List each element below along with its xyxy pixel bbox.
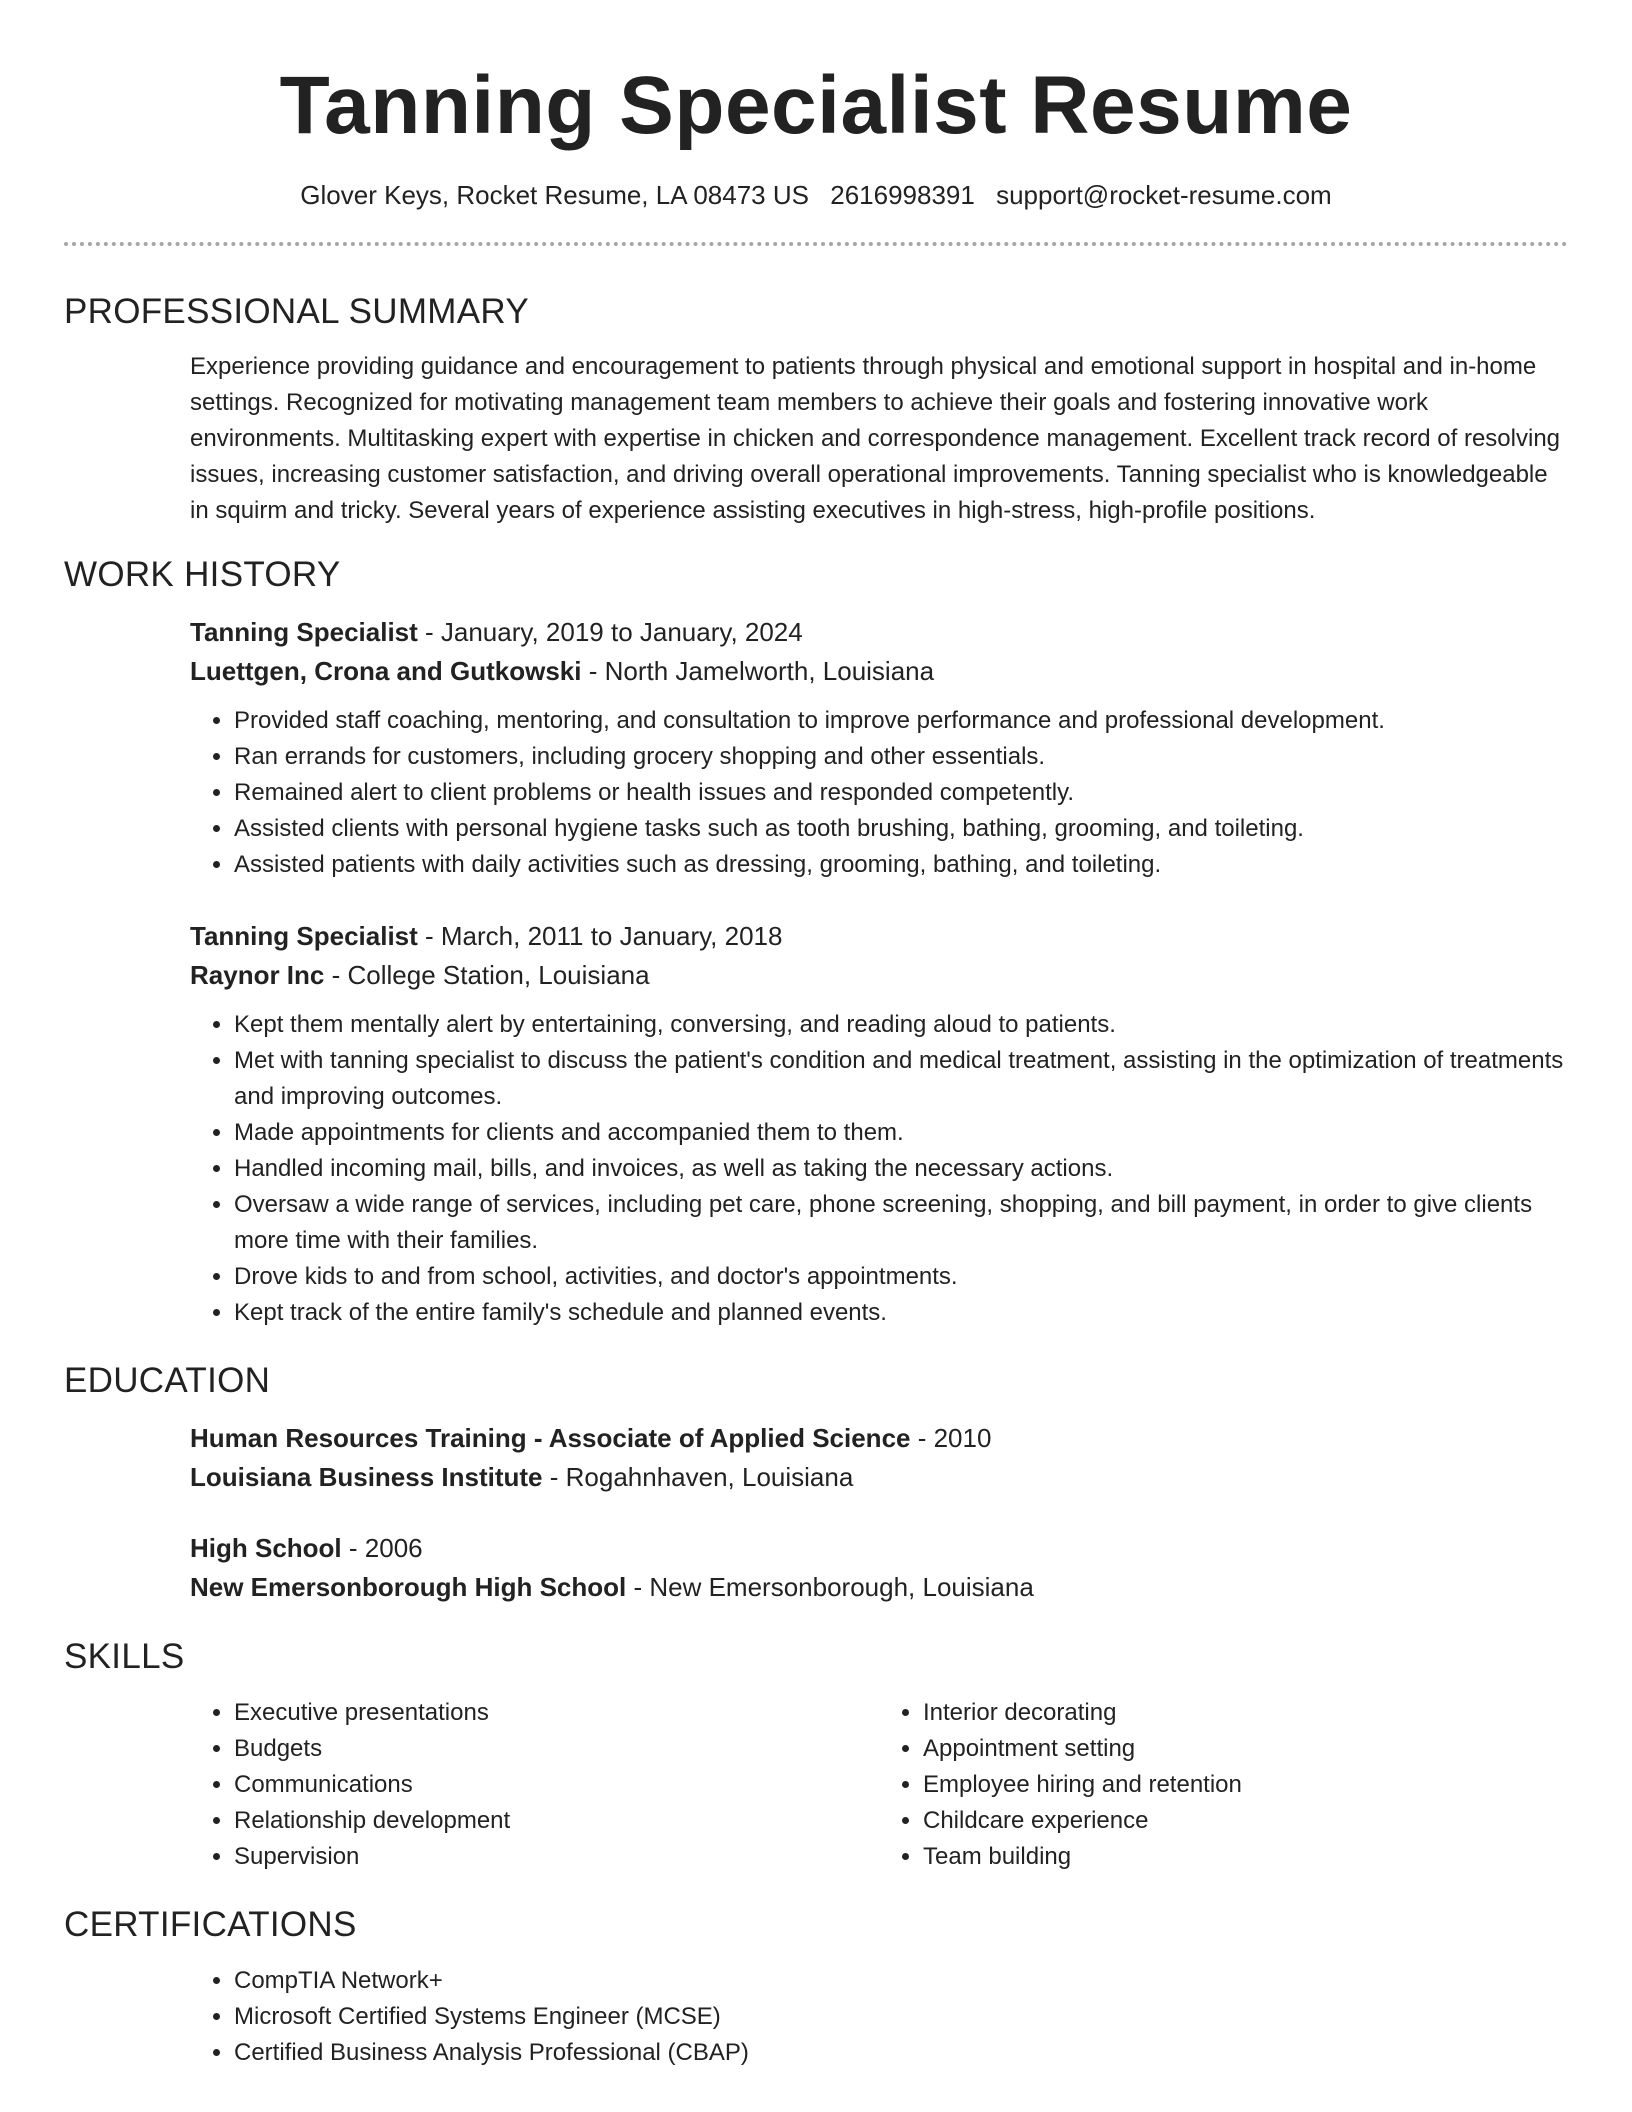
job-duties-list (190, 1007, 1568, 1331)
job-entry (190, 613, 1568, 883)
certifications-heading: CERTIFICATIONS (64, 1905, 357, 1944)
job-company: Raynor Inc (190, 960, 325, 990)
job-title: Tanning Specialist (190, 617, 418, 647)
contact-email: support@rocket-resume.com (996, 180, 1332, 210)
summary-text: Experience providing guidance and encouragement to patients through physical and emotional support in hospital and in-home settings. Recognized for motivating management team members to achieve their goals and fostering innovative work environments. Multitasking expert with expertise in chicken and correspondence management. Excellent track record of resolving issues, increasing customer satisfaction, and driving overall operational improvements. Tanning specialist who is knowledgeable in squirm and tricky. Several years of experience assisting executives in high-stress, high-profile positions. (190, 353, 1561, 524)
education-school-line (190, 1458, 1568, 1497)
list-item: • Interior decorating (923, 1695, 1568, 1731)
summary-section (190, 349, 1568, 529)
list-item: • Budgets (234, 1731, 879, 1767)
list-item: • Kept them mentally alert by entertaining, conversing, and reading aloud to patients. (234, 1007, 1568, 1043)
page-title: Tanning Specialist Resume (279, 60, 1353, 151)
list-item: • Supervision (234, 1839, 879, 1875)
education-degree: Human Resources Training - Associate of Applied Science (190, 1423, 911, 1453)
skills-list-right (879, 1695, 1568, 1875)
contact-address: Glover Keys, Rocket Resume, LA 08473 US (300, 180, 809, 210)
list-item: • Made appointments for clients and accompanied them to them. (234, 1115, 1568, 1151)
list-item: • Certified Business Analysis Professional (CBAP) (234, 2035, 1568, 2071)
contact-line (64, 178, 1568, 212)
certifications-section (190, 1963, 1568, 2071)
education-degree-line (190, 1419, 1568, 1458)
list-item: • Kept track of the entire family's schedule and planned events. (234, 1295, 1568, 1331)
list-item: • Communications (234, 1767, 879, 1803)
contact-phone: 2616998391 (830, 180, 975, 210)
list-item: • Team building (923, 1839, 1568, 1875)
list-item: • CompTIA Network+ (234, 1963, 1568, 1999)
list-item: • Microsoft Certified Systems Engineer (MCSE) (234, 1999, 1568, 2035)
header-divider (64, 242, 1568, 246)
list-item: • Provided staff coaching, mentoring, and consultation to improve performance and professional development. (234, 703, 1568, 739)
skills-section (190, 1695, 1568, 1875)
job-dates: - March, 2011 to January, 2018 (417, 921, 783, 951)
education-year: - 2010 (910, 1423, 992, 1453)
job-title-line (190, 917, 1568, 956)
education-entry (190, 1529, 1568, 1607)
list-item: • Met with tanning specialist to discuss the patient's condition and medical treatment, assisting in the optimization of treatments and improving outcomes. (234, 1043, 1568, 1115)
job-duties-list (190, 703, 1568, 883)
job-location: - College Station, Louisiana (324, 960, 650, 990)
job-location: - North Jamelworth, Louisiana (581, 656, 935, 686)
list-item: • Executive presentations (234, 1695, 879, 1731)
certifications-list (190, 1963, 1568, 2071)
skills-list-left (190, 1695, 879, 1875)
summary-heading: PROFESSIONAL SUMMARY (64, 292, 529, 331)
education-location: - Rogahnhaven, Louisiana (542, 1462, 854, 1492)
work-history-section (190, 613, 1568, 1331)
job-dates: - January, 2019 to January, 2024 (417, 617, 803, 647)
list-item: • Assisted patients with daily activities such as dressing, grooming, bathing, and toileting. (234, 847, 1568, 883)
list-item: • Appointment setting (923, 1731, 1568, 1767)
education-school-line (190, 1568, 1568, 1607)
job-company: Luettgen, Crona and Gutkowski (190, 656, 582, 686)
education-section (190, 1419, 1568, 1607)
education-entry (190, 1419, 1568, 1497)
work-history-heading: WORK HISTORY (64, 555, 341, 594)
list-item: • Handled incoming mail, bills, and invoices, as well as taking the necessary actions. (234, 1151, 1568, 1187)
education-degree: High School (190, 1533, 342, 1563)
list-item: • Childcare experience (923, 1803, 1568, 1839)
job-entry (190, 917, 1568, 1331)
list-item: • Employee hiring and retention (923, 1767, 1568, 1803)
education-year: - 2006 (341, 1533, 423, 1563)
education-location: - New Emersonborough, Louisiana (626, 1572, 1034, 1602)
list-item: • Oversaw a wide range of services, including pet care, phone screening, shopping, and bill payment, in order to give clients more time with their families. (234, 1187, 1568, 1259)
job-company-line (190, 956, 1568, 995)
job-title: Tanning Specialist (190, 921, 418, 951)
education-school: New Emersonborough High School (190, 1572, 627, 1602)
list-item: • Assisted clients with personal hygiene tasks such as tooth brushing, bathing, grooming, and toileting. (234, 811, 1568, 847)
skills-heading: SKILLS (64, 1637, 185, 1676)
job-company-line (190, 652, 1568, 691)
education-school: Louisiana Business Institute (190, 1462, 543, 1492)
list-item: • Relationship development (234, 1803, 879, 1839)
list-item: • Ran errands for customers, including grocery shopping and other essentials. (234, 739, 1568, 775)
list-item: • Drove kids to and from school, activities, and doctor's appointments. (234, 1259, 1568, 1295)
education-degree-line (190, 1529, 1568, 1568)
job-title-line (190, 613, 1568, 652)
list-item: • Remained alert to client problems or health issues and responded competently. (234, 775, 1568, 811)
resume-page (64, 0, 1568, 2071)
education-heading: EDUCATION (64, 1361, 271, 1400)
